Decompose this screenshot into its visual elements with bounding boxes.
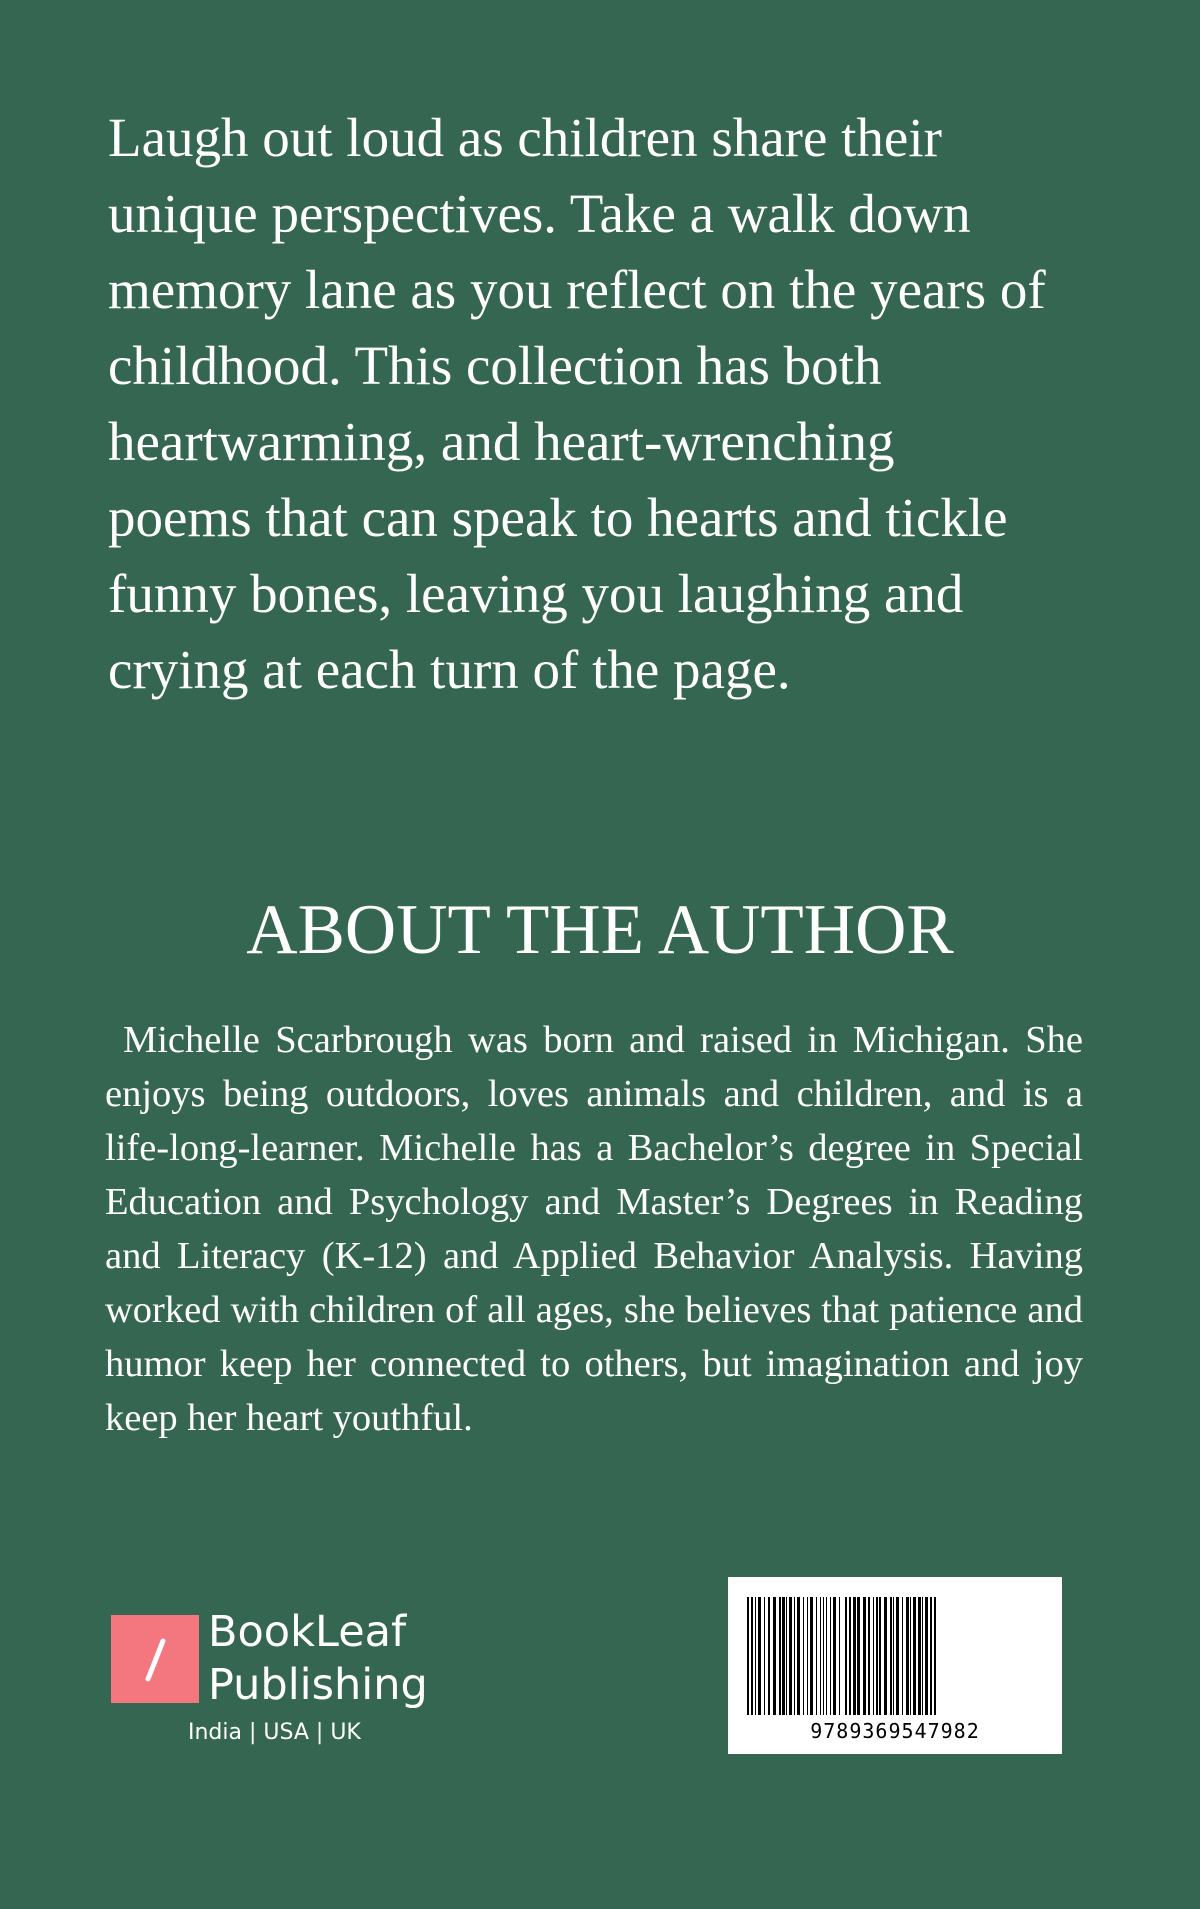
barcode-bar	[833, 1597, 836, 1715]
barcode-bar	[786, 1597, 787, 1715]
publisher-logo	[111, 1607, 471, 1762]
barcode-bar	[884, 1597, 887, 1715]
author-bio: Michelle Scarbrough was born and raised in Michigan. She enjoys being outdoors, loves animals and children, and is a life-long-learner. Michelle has a Bachelor’s degree in Special Education and Psychology and Master’s Degrees in Reading and Literacy (K-12) and Applied Behavior Analysis. Having worked with children of all ages, she believes that patience and humor keep her connected to others, but imagination and joy keep her heart youthful.	[105, 1019, 1083, 1439]
barcode-bar	[823, 1597, 824, 1715]
barcode-bar	[873, 1597, 874, 1715]
slash-logo-icon	[111, 1615, 199, 1703]
barcode-bar	[868, 1597, 870, 1715]
isbn-number: 9789369547982	[810, 1719, 980, 1743]
barcode-bar	[747, 1597, 749, 1715]
barcode-bar	[789, 1597, 792, 1715]
barcode-bar	[830, 1597, 831, 1715]
barcode-bar	[794, 1597, 795, 1715]
barcode-bar	[879, 1597, 881, 1715]
barcode-bar	[906, 1597, 909, 1715]
barcode-bar	[755, 1597, 756, 1715]
barcode-bar	[902, 1597, 903, 1715]
barcode-bar	[816, 1597, 817, 1715]
barcode-bar	[853, 1597, 856, 1715]
about-the-author-heading: ABOUT THE AUTHOR	[246, 891, 954, 969]
barcode-bar	[925, 1597, 928, 1715]
barcode-bar	[807, 1597, 808, 1715]
barcode-bar	[913, 1597, 916, 1715]
barcode-bar	[893, 1597, 894, 1715]
barcode-bar	[826, 1597, 827, 1715]
barcode-bar	[764, 1597, 765, 1715]
barcode-bar	[930, 1597, 932, 1715]
barcode-bar	[876, 1597, 878, 1715]
barcode-bar	[857, 1597, 860, 1715]
barcode-bar	[910, 1597, 911, 1715]
publisher-name: BookLeaf Publishing	[208, 1607, 428, 1710]
barcode-bar	[918, 1597, 921, 1715]
isbn-barcode	[728, 1577, 1062, 1754]
barcode-bar	[797, 1597, 800, 1715]
barcode-bar	[751, 1597, 753, 1715]
barcode-bar	[768, 1597, 770, 1715]
barcode-bar	[810, 1597, 813, 1715]
barcode-bar	[758, 1597, 761, 1715]
barcode-bar	[890, 1597, 892, 1715]
barcode-bar	[779, 1597, 781, 1715]
barcode-bar	[934, 1597, 936, 1715]
back-cover-blurb: Laugh out loud as children share their unique perspectives. Take a walk down memory lane as you reflect on the years of childhood. This collection has both heartwarming, and heart-wrenching poems that can speak to hearts and tickle funny bones, leaving you laughing and crying at each turn of the page.	[108, 107, 1046, 700]
barcode-bar	[896, 1597, 899, 1715]
barcode-bar	[820, 1597, 821, 1715]
publisher-regions: India | USA | UK	[188, 1720, 361, 1745]
barcode-bar	[839, 1597, 840, 1715]
barcode-bar	[782, 1597, 785, 1715]
barcode-bar	[863, 1597, 866, 1715]
barcode-bar	[773, 1597, 776, 1715]
barcode-bar	[803, 1597, 804, 1715]
barcode-bar	[922, 1597, 923, 1715]
barcode-bars	[747, 1597, 1043, 1715]
barcode-bar	[845, 1597, 847, 1715]
barcode-bar	[849, 1597, 851, 1715]
